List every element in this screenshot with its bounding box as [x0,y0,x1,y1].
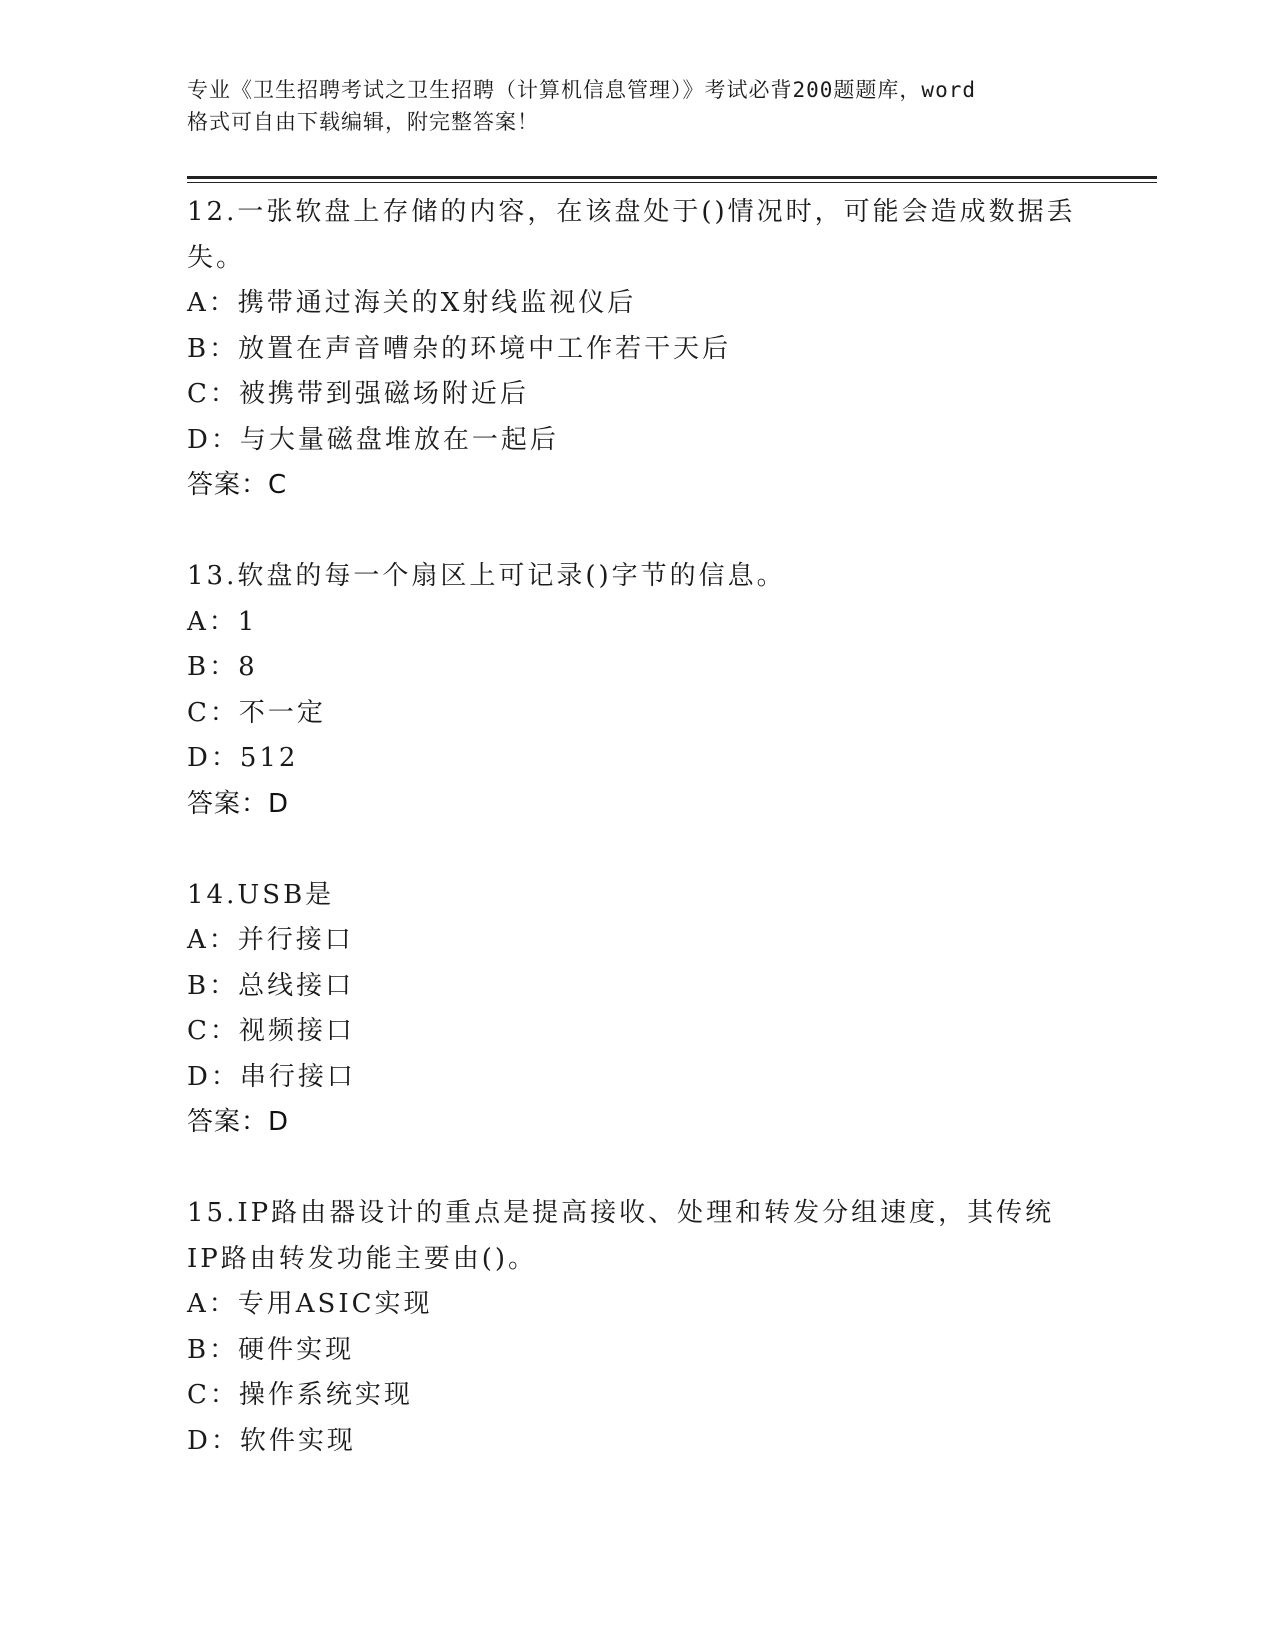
option-b: B：8 [187,652,258,682]
spacer [187,1146,1107,1192]
question-list [187,190,1107,1464]
header-line-1: 专业《卫生招聘考试之卫生招聘（计算机信息管理）》考试必背200题题库，word [187,78,976,102]
question-stem: 14.USB是 [187,879,335,910]
option-a: A：并行接口 [187,925,354,955]
question-block [187,554,1107,873]
question-stem: IP路由转发功能主要由()。 [187,1243,538,1274]
question-stem: 13.软盘的每一个扇区上可记录()字节的信息。 [187,561,786,591]
option-c: C：视频接口 [187,1016,355,1046]
header-divider-thin [187,182,1157,183]
document-header [187,74,1087,138]
option-c: C：操作系统实现 [187,1380,413,1410]
option-d: D：512 [187,743,299,773]
option-b: B：硬件实现 [187,1334,355,1365]
option-a: A：1 [187,606,258,637]
option-c: C：被携带到强磁场附近后 [187,379,529,409]
option-a: A：专用ASIC实现 [187,1289,433,1319]
option-c: C：不一定 [187,697,326,728]
spacer [187,827,1107,873]
option-b: B：放置在声音嘈杂的环境中工作若干天后 [187,333,732,364]
answer-line: 答案：C [187,470,288,500]
option-a: A：携带通过海关的X射线监视仪后 [187,288,637,318]
question-block [187,873,1107,1192]
answer-line: 答案：D [187,788,290,819]
question-block [187,1191,1107,1464]
header-line-2: 格式可自由下载编辑，附完整答案！ [187,110,539,134]
question-stem: 失。 [187,242,246,273]
question-block [187,190,1107,554]
question-stem: 12.一张软盘上存储的内容，在该盘处于()情况时，可能会造成数据丢 [187,197,1076,227]
option-d: D：与大量磁盘堆放在一起后 [187,424,559,455]
option-b: B：总线接口 [187,970,355,1001]
option-d: D：串行接口 [187,1061,356,1092]
header-divider-thick [187,176,1157,179]
option-d: D：软件实现 [187,1425,356,1456]
spacer [187,509,1107,555]
question-stem: 15.IP路由器设计的重点是提高接收、处理和转发分组速度，其传统 [187,1198,1055,1228]
answer-line: 答案：D [187,1107,290,1137]
